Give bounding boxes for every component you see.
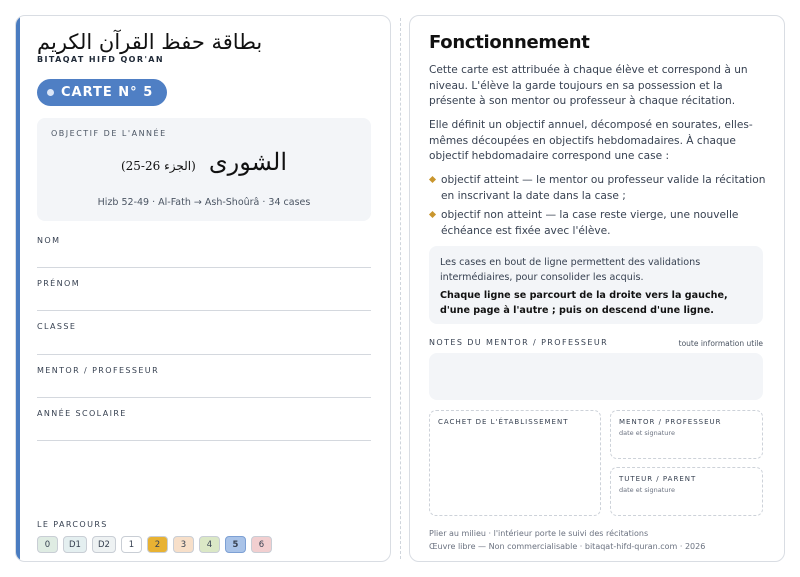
- field-label: MENTOR / PROFESSEUR: [37, 366, 160, 375]
- diamond-bullet-icon: [429, 211, 436, 218]
- bullet-objective-not-met: [429, 208, 769, 239]
- parcours-chip: 3: [173, 536, 194, 553]
- parcours-chip-current: 5: [225, 536, 246, 553]
- signature-sub: date et signature: [619, 486, 675, 494]
- diamond-bullet-icon: [429, 176, 436, 183]
- parcours-chip: 2: [147, 536, 168, 553]
- field-label: NOM: [37, 236, 61, 245]
- info-note-box: [429, 246, 763, 324]
- latin-subtitle: BITAQAT HIFD QOR'AN: [37, 55, 164, 64]
- field-label: CLASSE: [37, 322, 77, 331]
- field-label: PRÉNOM: [37, 279, 81, 288]
- instructions-paragraph: Cette carte est attribuée à chaque élève et correspond à un niveau. L'élève la garde toujours en sa possession et la présente à son mentor ou professeur à chaque récitation.: [429, 64, 748, 107]
- parcours-chips: [37, 536, 272, 553]
- fold-line: [400, 18, 401, 559]
- instructions-paragraph: Elle définit un objectif annuel, décomposé en sourates, elles-mêmes découpées en objectifs hebdomadaires. À chaque objectif hebdomadaire correspond une case :: [429, 119, 753, 162]
- objective-meta: Hizb 52-49 · Al-Fath → Ash-Shoûrâ · 34 cases: [97, 197, 311, 208]
- parcours-chip: 1: [121, 536, 142, 553]
- field-classe[interactable]: [37, 322, 371, 355]
- panel-accent-bar: [16, 16, 20, 561]
- mentor-signature-box[interactable]: [610, 410, 763, 459]
- parcours-chip: 4: [199, 536, 220, 553]
- parcours-chip: 6: [251, 536, 272, 553]
- field-mentor[interactable]: [37, 366, 371, 398]
- info-note-text: Les cases en bout de ligne permettent des validations intermédiaires, pour consolider les acquis.: [440, 257, 701, 283]
- stamp-label: CACHET DE L'ÉTABLISSEMENT: [438, 418, 569, 426]
- signature-sub: date et signature: [619, 429, 675, 437]
- tutor-signature-box[interactable]: [610, 467, 763, 516]
- parcours-label: LE PARCOURS: [37, 520, 108, 529]
- parcours-chip: D1: [63, 536, 87, 553]
- stamp-box[interactable]: [429, 410, 601, 516]
- bullet-objective-met: [429, 173, 769, 204]
- juz-range: (الجزء 26-25): [120, 159, 196, 173]
- info-note-bold: Chaque ligne se parcourt de la droite vers la gauche, d'une page à l'autre ; puis on descend d'une ligne.: [440, 290, 728, 316]
- badge-dot-icon: [47, 89, 54, 96]
- bullet-text: objectif non atteint — la case reste vierge, une nouvelle échéance est fixée avec l'élève.: [441, 209, 739, 237]
- signature-label: MENTOR / PROFESSEUR: [619, 418, 722, 426]
- surah-name: الشورى: [208, 148, 288, 176]
- card-number-label: CARTE N° 5: [61, 85, 154, 100]
- mentor-notes-label: NOTES DU MENTOR / PROFESSEUR: [429, 338, 609, 347]
- objective-label: OBJECTIF DE L'ANNÉE: [51, 129, 167, 138]
- arabic-title: بطاقة حفظ القرآن الكريم: [37, 30, 263, 54]
- footer-license: Œuvre libre — Non commercialisable · bitaqat-hifd-quran.com · 2026: [429, 542, 706, 551]
- field-annee-scolaire[interactable]: [37, 409, 371, 441]
- field-label: ANNÉE SCOLAIRE: [37, 409, 127, 418]
- objective-surah: [37, 148, 371, 176]
- footer-fold-note: Plier au milieu · l'intérieur porte le suivi des récitations: [429, 529, 649, 538]
- objective-box: [37, 118, 371, 221]
- field-prenom[interactable]: [37, 279, 371, 311]
- parcours-chip: 0: [37, 536, 58, 553]
- mentor-notes-hint: toute information utile: [678, 339, 763, 348]
- parcours-chip: D2: [92, 536, 116, 553]
- field-nom[interactable]: [37, 236, 371, 268]
- mentor-notes-field[interactable]: [429, 353, 763, 400]
- card-number-badge: [37, 79, 167, 106]
- instructions-title: Fonctionnement: [429, 32, 590, 53]
- signature-label: TUTEUR / PARENT: [619, 475, 697, 483]
- bullet-text: objectif atteint — le mentor ou professeur valide la récitation en inscrivant la date dans la case ;: [441, 174, 766, 202]
